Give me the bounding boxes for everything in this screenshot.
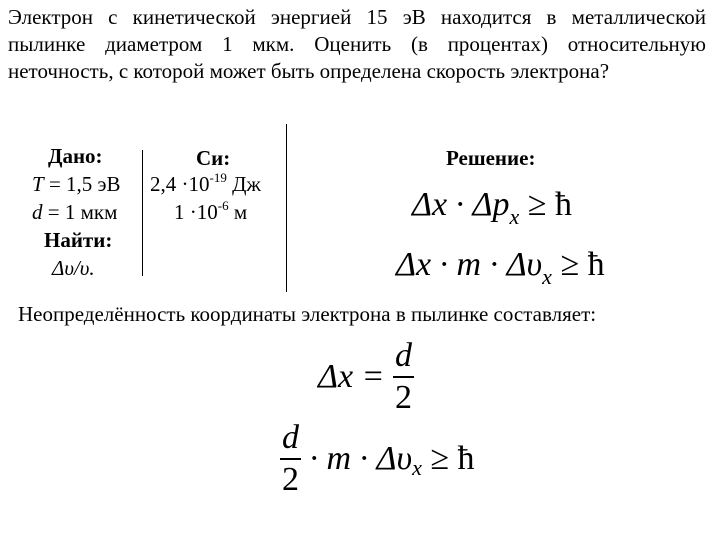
eq3-lhs: Δx = xyxy=(318,358,385,395)
si-energy-unit: Дж xyxy=(226,172,261,196)
eq4-relation: ≥ ħ xyxy=(421,440,475,477)
section-divider xyxy=(286,124,287,292)
given-diameter-var: d xyxy=(32,200,43,224)
given-diameter xyxy=(32,200,117,225)
equation-uncertainty-momentum xyxy=(412,186,572,229)
si-header: Си: xyxy=(196,146,231,170)
eq2-subscript: x xyxy=(542,264,552,289)
si-diameter-unit: м xyxy=(228,200,248,224)
eq4-numerator: d xyxy=(282,419,299,456)
si-energy-exponent: -19 xyxy=(209,170,227,185)
given-si-divider xyxy=(142,150,143,276)
equation-uncertainty-velocity xyxy=(396,246,605,289)
given-header: Дано: xyxy=(48,144,103,168)
si-diameter-mantissa: 1 ·10 xyxy=(174,200,218,224)
eq4-fraction xyxy=(280,418,301,500)
eq4-denominator: 2 xyxy=(282,461,299,498)
eq3-numerator: d xyxy=(395,337,412,374)
eq2-relation: ≥ ħ xyxy=(551,246,605,283)
coordinate-uncertainty-statement: Неопределённость координаты электрона в пылинке составляет: xyxy=(18,302,597,326)
equation-final-inequality xyxy=(280,418,475,500)
eq1-subscript: x xyxy=(509,204,520,229)
find-value: Δυ/υ. xyxy=(52,256,95,280)
si-diameter xyxy=(174,200,247,225)
equation-delta-x xyxy=(318,336,414,418)
given-energy-var: T xyxy=(32,172,44,196)
eq1-relation: ≥ ħ xyxy=(519,186,572,223)
eq3-denominator: 2 xyxy=(395,379,412,416)
si-diameter-exponent: -6 xyxy=(217,198,229,213)
si-energy-mantissa: 2,4 ·10 xyxy=(150,172,210,196)
find-header: Найти: xyxy=(44,228,113,252)
eq4-subscript: x xyxy=(412,455,422,480)
problem-statement: Электрон с кинетической энергией 15 эВ находится в металлической пылинке диаметром 1 мкм. Оценить (в процентах) относительную неточность, с которой может быть определена скорость электрона? xyxy=(8,5,706,83)
eq4-middle: · m · Δυ xyxy=(301,440,413,477)
eq2-main: Δx · m · Δυ xyxy=(396,246,543,283)
eq1-main: Δx · Δp xyxy=(412,186,510,223)
given-energy-val: = 1,5 эВ xyxy=(43,172,121,196)
eq3-fraction xyxy=(393,336,414,418)
si-energy xyxy=(150,172,261,197)
given-energy xyxy=(32,172,121,197)
solution-header: Решение: xyxy=(446,146,536,170)
given-diameter-val: = 1 мкм xyxy=(42,200,118,224)
